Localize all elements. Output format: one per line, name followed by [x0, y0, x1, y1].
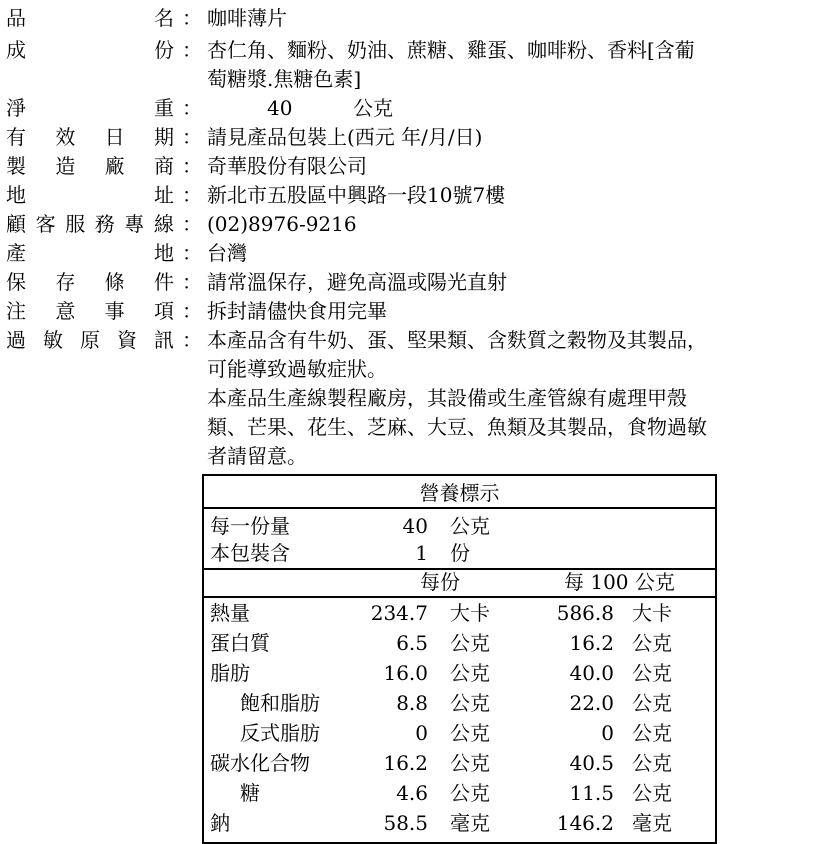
table-divider	[204, 596, 715, 598]
info-label-char: 過	[6, 328, 26, 352]
info-value-line: 杏仁角、麵粉、奶油、蔗糖、雞蛋、咖啡粉、香料[含葡	[207, 38, 695, 62]
net-weight-unit: 公克	[353, 96, 393, 120]
nutrient-per-serving: 8.8	[396, 691, 428, 715]
nutrient-unit: 公克	[450, 721, 490, 745]
nutrient-per-serving: 6.5	[396, 631, 428, 655]
info-label-char: 址	[154, 183, 174, 207]
info-label-char: 淨	[6, 96, 26, 120]
info-label	[6, 152, 174, 181]
nutrient-per-100g: 22.0	[569, 691, 614, 715]
nutrient-unit-100g: 公克	[632, 721, 672, 745]
info-value-line: 本產品生產線製程廠房，其設備或生產管線有處理甲殼	[207, 386, 687, 410]
nutrient-name: 脂肪	[210, 661, 250, 685]
nutrient-unit: 公克	[450, 691, 490, 715]
info-value	[207, 36, 807, 94]
info-label-char: 訊	[154, 328, 174, 352]
nutrient-per-100g: 146.2	[556, 811, 614, 835]
servings-label: 本包裝含	[210, 541, 290, 565]
nutrient-unit-100g: 公克	[632, 751, 672, 775]
nutrient-per-100g: 0	[601, 721, 614, 745]
info-value: 台灣	[207, 241, 247, 265]
info-label-char: 產	[6, 241, 26, 265]
info-label-char: 有	[6, 125, 26, 149]
nutrient-unit: 公克	[450, 781, 490, 805]
info-label	[6, 4, 174, 33]
info-value-line: 可能導致過敏症狀。	[207, 357, 387, 381]
info-colon: ：	[182, 154, 202, 178]
nutrient-unit: 毫克	[450, 811, 490, 835]
info-label-char: 地	[154, 241, 174, 265]
info-label	[6, 36, 174, 65]
info-value	[207, 326, 807, 471]
nutrient-name: 熱量	[210, 601, 250, 625]
nutrient-name: 反式脂肪	[240, 721, 320, 745]
nutrient-per-serving: 4.6	[396, 781, 428, 805]
info-label-char: 線	[153, 212, 174, 236]
info-label-char: 項	[153, 299, 174, 323]
nutrient-unit-100g: 公克	[632, 631, 672, 655]
info-label	[6, 239, 174, 268]
info-value: 奇華股份有限公司	[207, 154, 367, 178]
info-value: 請常溫保存，避免高溫或陽光直射	[207, 270, 507, 294]
serving-size-unit: 公克	[450, 514, 490, 538]
info-label-char: 專	[124, 212, 145, 236]
info-label-char: 製	[6, 154, 26, 178]
info-label	[6, 297, 174, 326]
info-label-char: 份	[154, 38, 174, 62]
nutrient-unit-100g: 公克	[632, 661, 672, 685]
info-label	[6, 210, 174, 239]
nutrient-name: 飽和脂肪	[240, 691, 320, 715]
nutrient-per-serving: 16.2	[383, 751, 428, 775]
info-label-char: 事	[104, 299, 125, 323]
nutrient-per-100g: 11.5	[569, 781, 614, 805]
info-colon: ：	[182, 328, 202, 352]
info-label-char: 效	[55, 125, 76, 149]
nutrient-per-serving: 0	[415, 721, 428, 745]
nutrition-facts-table	[202, 474, 717, 844]
info-value-line: 萄糖漿.焦糖色素]	[207, 67, 362, 91]
nutrient-per-100g: 40.5	[569, 751, 614, 775]
nutrient-name: 鈉	[210, 811, 230, 835]
nutrient-unit-100g: 毫克	[632, 811, 672, 835]
serving-size-label: 每一份量	[210, 514, 290, 538]
info-colon: ：	[182, 125, 202, 149]
nutrient-unit: 大卡	[450, 601, 490, 625]
info-label-char: 顧	[6, 212, 26, 236]
nutrient-name: 碳水化合物	[210, 751, 310, 775]
info-label-char: 期	[153, 125, 174, 149]
info-label-char: 成	[6, 38, 26, 62]
info-value: 拆封請儘快食用完畢	[207, 299, 387, 323]
info-label-char: 商	[153, 154, 174, 178]
info-label-char: 務	[94, 212, 115, 236]
info-value: 請見產品包裝上(西元 年/月/日)	[207, 125, 483, 149]
nutrient-per-serving: 58.5	[383, 811, 428, 835]
info-label-char: 日	[104, 125, 125, 149]
info-value-line: 類、芒果、花生、芝麻、大豆、魚類及其製品，食物過敏	[207, 415, 707, 439]
nutrition-title: 營養標示	[419, 481, 500, 505]
nutrient-unit-100g: 大卡	[632, 601, 672, 625]
nutrient-unit-100g: 公克	[632, 781, 672, 805]
info-label-char: 原	[80, 328, 100, 352]
info-label-char: 條	[104, 270, 125, 294]
info-value: (02)8976-9216	[207, 212, 357, 236]
info-label-char: 件	[153, 270, 174, 294]
info-label-char: 品	[6, 6, 26, 30]
info-value-line: 者請留意。	[207, 444, 307, 468]
nutrient-unit: 公克	[450, 631, 490, 655]
nutrient-unit: 公克	[450, 661, 490, 685]
nutrient-per-100g: 40.0	[569, 661, 614, 685]
nutrient-per-100g: 586.8	[556, 601, 614, 625]
info-label	[6, 181, 174, 210]
info-colon: ：	[182, 299, 202, 323]
nutrient-per-serving: 16.0	[383, 661, 428, 685]
info-label-char: 注	[6, 299, 26, 323]
info-label-char: 敏	[43, 328, 63, 352]
info-colon: ：	[182, 38, 202, 62]
servings-unit: 份	[450, 541, 470, 565]
info-colon: ：	[182, 270, 202, 294]
table-divider	[204, 507, 715, 509]
info-label-char: 資	[117, 328, 137, 352]
info-label-char: 重	[154, 96, 174, 120]
info-value: 咖啡薄片	[207, 6, 287, 30]
info-label-char: 存	[55, 270, 76, 294]
info-label-char: 廠	[104, 154, 125, 178]
info-label	[6, 123, 174, 152]
nutrient-name: 蛋白質	[210, 631, 270, 655]
serving-size-value: 40	[402, 514, 428, 538]
info-label	[6, 268, 174, 297]
net-weight-value: 40	[267, 96, 293, 120]
info-label-char: 造	[55, 154, 76, 178]
info-colon: ：	[182, 6, 202, 30]
info-label-char: 服	[65, 212, 86, 236]
nutrient-name: 糖	[240, 781, 260, 805]
nutrient-unit-100g: 公克	[632, 691, 672, 715]
nutrient-per-serving: 234.7	[370, 601, 428, 625]
info-label	[6, 326, 174, 355]
nutrient-per-100g: 16.2	[569, 631, 614, 655]
info-label	[6, 94, 174, 123]
info-value: 新北市五股區中興路一段10號7樓	[207, 183, 506, 207]
info-colon: ：	[182, 241, 202, 265]
info-colon: ：	[182, 96, 202, 120]
info-colon: ：	[182, 183, 202, 207]
info-label-char: 意	[55, 299, 76, 323]
info-colon: ：	[182, 212, 202, 236]
info-label-char: 名	[154, 6, 174, 30]
servings-value: 1	[415, 541, 428, 565]
info-label-char: 地	[6, 183, 26, 207]
info-label-char: 保	[6, 270, 26, 294]
info-label-char: 客	[35, 212, 56, 236]
col-header-per-serving: 每份	[420, 570, 460, 594]
nutrient-unit: 公克	[450, 751, 490, 775]
col-header-per-100g: 每 100 公克	[564, 570, 675, 594]
info-value-line: 本產品含有牛奶、蛋、堅果類、含麩質之穀物及其製品，	[207, 328, 707, 352]
